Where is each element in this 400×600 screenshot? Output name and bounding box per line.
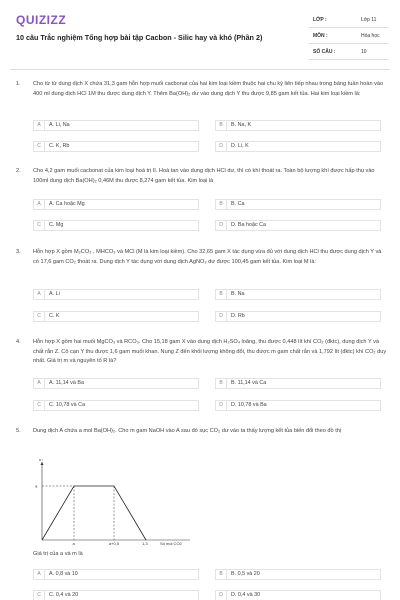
option-letter: A [34,379,45,388]
option-label: B. Ca [231,201,245,207]
option-a[interactable] [33,120,199,131]
option-d[interactable] [215,141,381,152]
meta-row-subject [309,28,389,44]
option-letter: D [216,142,227,151]
meta-value: Lớp 11 [361,17,377,23]
question-prompt: Giá trị của a và m là [33,551,83,557]
option-a[interactable] [33,378,199,389]
option-letter: A [34,121,45,130]
option-label: B. 0,5 và 20 [231,571,260,577]
option-letter: C [34,591,45,600]
option-letter: A [34,570,45,579]
option-label: C. K [49,313,60,319]
option-b[interactable] [215,199,381,210]
x-tick-a-plus: a+0,5 [109,541,120,546]
option-c[interactable] [33,590,199,600]
option-c[interactable] [33,141,199,152]
meta-key: LỚP : [313,17,327,23]
question-number: 5. [16,428,21,434]
option-letter: B [216,200,227,209]
option-d[interactable] [215,220,381,231]
question-number: 4. [16,339,21,345]
option-label: A. Li [49,291,60,297]
question-number: 2. [16,168,21,174]
option-label: C. 0,4 và 20 [49,592,79,598]
header-divider [10,69,390,70]
option-label: D. Ba hoặc Ca [231,222,267,228]
x-axis-label: Số mol CO2 [160,541,182,546]
option-label: D. 0,4 và 30 [231,592,261,598]
option-b[interactable] [215,120,381,131]
x-tick-a: a [72,541,75,546]
question-number: 3. [16,249,21,255]
meta-value: Hóa học [361,33,380,39]
meta-row-count [309,44,389,60]
meta-value: 10 [361,49,367,55]
option-a[interactable] [33,289,199,300]
option-b[interactable] [215,289,381,300]
meta-key: MÔN : [313,33,328,39]
question-number: 1. [16,81,21,87]
y-axis-label: n↓ [39,457,44,462]
option-letter: D [216,221,227,230]
option-letter: A [34,200,45,209]
option-label: D. Li, K [231,143,249,149]
y-tick-a: a [35,483,38,489]
option-letter: B [216,290,227,299]
x-tick-1-3: 1,3 [142,541,148,546]
option-label: C. K, Rb [49,143,70,149]
option-label: B. Na [231,291,245,297]
option-a[interactable] [33,569,199,580]
option-b[interactable] [215,569,381,580]
question-text: Cho 4,2 gam muối cacbonat của kim loại hoá trị II. Hoà tan vào dung dịch HCl dư, thì có khí thoát ra. Toàn bộ lượng khí được hấp thụ vào 100ml dung dịch Ba(OH)₂ 0,46M thu được 8,274 gam kết tủa. Kim loại là [33,168,375,184]
meta-table [309,12,389,60]
meta-row-grade [309,12,389,28]
option-label: D. 10,78 và Ba [231,402,267,408]
option-label: B. 11,14 và Ca [231,380,267,386]
option-label: A. 11,14 và Ba [49,380,84,386]
option-letter: A [34,290,45,299]
question-text: Hỗn hợp X gồm hai muối MgCO₃ và RCO₃. Cho 15,18 gam X vào dung dịch H₂SO₄ loãng, thu được 0,448 lít khí CO₂ (đktc), dung dịch Y và chất rắn Z. Cô cạn Y thu được 1,6 gam muối khan. Nung Z đến khối lượng không đổi, thu được m gam chất rắn và 1,792 lít (đktc) khí CO₂ duy nhất. Giá trị m và nguyên tố R là? [33,339,387,365]
option-c[interactable] [33,311,199,322]
option-d[interactable] [215,311,381,322]
option-c[interactable] [33,220,199,231]
option-letter: C [34,221,45,230]
option-letter: D [216,591,227,600]
worksheet-title: 10 câu Trắc nghiệm Tổng hợp bài tập Cacbon - Silic hay và khó (Phần 2) [16,33,263,42]
option-label: A. Ca hoặc Mg [49,201,85,207]
option-c[interactable] [33,400,199,411]
option-letter: C [34,401,45,410]
option-label: A. 0,8 và 10 [49,571,78,577]
option-letter: C [34,312,45,321]
option-label: C. Mg [49,222,64,228]
option-b[interactable] [215,378,381,389]
option-letter: C [34,142,45,151]
option-letter: D [216,401,227,410]
option-label: C. 10,78 và Ca [49,402,85,408]
option-d[interactable] [215,590,381,600]
y-axis-arrow [41,462,44,465]
option-letter: B [216,379,227,388]
option-letter: B [216,570,227,579]
option-label: D. Rb [231,313,245,319]
quizizz-logo: QUIZIZZ [16,13,67,27]
question-text: Dung dịch A chứa a mol Ba(OH)₂. Cho m gam NaOH vào A sau đó sục CO₂ dư vào ta thấy lượng kết tủa biến đổi theo đồ thị [33,428,342,434]
question-text: Hỗn hợp X gồm M₂CO₃ , MHCO₃ và MCl (M là kim loại kiềm). Cho 32,65 gam X tác dụng vừa đủ với dung dịch HCl thu được dung dịch Y và có 17,6 gam CO₂ thoát ra. Dung dịch Y tác dụng với dung dịch AgNO₃ dư được 100,45 gam kết tủa. Kim loại M là: [33,249,382,265]
precipitate-graph [30,456,195,546]
meta-key: SỐ CÂU : [313,49,336,55]
option-d[interactable] [215,400,381,411]
option-letter: D [216,312,227,321]
option-letter: B [216,121,227,130]
question-text: Cho từ từ dung dịch X chứa 31,3 gam hỗn hợp muối cacbonat của hai kim loại kiềm thuộc hai chu kỳ liên tiếp nhau trong bảng tuần hoàn vào 400 ml dung dịch HCl 1M thu được dung dịch Y. Thêm Ba(OH)₂ dư vào dung dịch Y thu được 9,85 gam kết tủa. Hai kim loại kiềm là: [33,81,384,97]
option-label: A. Li, Na [49,122,70,128]
option-a[interactable] [33,199,199,210]
graph-curve [42,486,146,540]
option-label: B. Na, K [231,122,252,128]
